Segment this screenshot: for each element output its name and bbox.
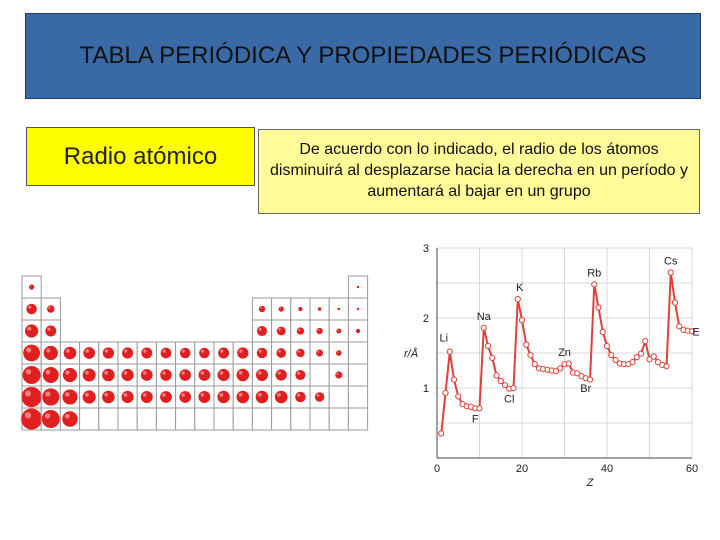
atom-highlight <box>124 393 128 397</box>
atom-highlight <box>181 393 185 397</box>
data-point <box>443 390 448 395</box>
element-label: Li <box>439 332 449 345</box>
data-point <box>519 318 524 323</box>
atom-highlight <box>162 393 166 397</box>
atom-highlight <box>298 329 300 331</box>
atom-highlight <box>65 414 70 419</box>
data-point <box>481 325 486 330</box>
atom-highlight <box>260 307 262 309</box>
element-cell <box>195 408 214 430</box>
atom-sphere <box>338 308 341 311</box>
atom-highlight <box>104 393 108 397</box>
atom-sphere <box>180 348 191 359</box>
element-cell <box>310 364 329 386</box>
atom-sphere <box>276 348 286 358</box>
data-point <box>609 353 614 358</box>
atom-sphere <box>44 346 58 360</box>
atom-highlight <box>278 371 281 374</box>
atom-highlight <box>220 371 224 375</box>
atom-highlight <box>220 393 224 397</box>
atom-highlight <box>47 327 50 330</box>
element-label: E <box>692 326 700 339</box>
atom-sphere <box>141 369 153 381</box>
y-tick-label: 3 <box>422 243 429 255</box>
atom-sphere <box>316 350 323 357</box>
atom-sphere <box>237 391 250 404</box>
topic-label-box <box>26 127 255 186</box>
element-cell <box>252 408 271 430</box>
atom-sphere <box>42 388 59 405</box>
data-point <box>664 364 669 369</box>
atom-sphere <box>296 349 304 357</box>
atom-highlight <box>201 371 205 375</box>
atom-highlight <box>105 349 108 352</box>
atom-highlight <box>278 350 281 353</box>
atom-highlight <box>298 350 301 353</box>
element-cell <box>310 408 329 430</box>
atom-highlight <box>337 329 339 331</box>
atom-highlight <box>239 371 243 375</box>
atom-highlight <box>28 306 31 309</box>
element-label: F <box>471 413 479 426</box>
atom-highlight <box>85 371 89 375</box>
element-label: Br <box>580 383 592 396</box>
atom-sphere <box>237 347 248 358</box>
atom-highlight <box>104 371 108 375</box>
atom-sphere <box>45 326 56 337</box>
element-label: Zn <box>558 347 571 360</box>
atom-sphere <box>199 348 210 359</box>
data-point <box>439 431 444 436</box>
atom-highlight <box>201 350 204 353</box>
element-label: Na <box>476 310 491 323</box>
data-point <box>447 349 452 354</box>
data-point <box>490 355 495 360</box>
atom-sphere <box>316 328 322 334</box>
atom-highlight <box>278 328 281 331</box>
atom-sphere <box>122 347 133 358</box>
slide-title: TABLA PERIÓDICA Y PROPIEDADES PERIÓDICAS <box>79 42 647 69</box>
x-tick-label: 0 <box>433 463 441 475</box>
atom-sphere <box>295 392 306 403</box>
atom-sphere <box>279 306 284 311</box>
atom-highlight <box>297 394 300 397</box>
atom-highlight <box>181 371 184 374</box>
data-point <box>643 339 648 344</box>
atom-highlight <box>66 349 70 353</box>
atom-highlight <box>46 370 51 375</box>
atomic-radius-chart <box>395 232 705 489</box>
atom-sphere <box>256 369 268 381</box>
atom-sphere <box>26 304 36 315</box>
atom-highlight <box>124 371 128 375</box>
atom-sphere <box>141 391 153 403</box>
element-cell <box>156 408 175 430</box>
atom-highlight <box>85 349 89 353</box>
atom-sphere <box>257 348 268 359</box>
atom-sphere <box>25 324 38 337</box>
atom-sphere <box>42 410 60 428</box>
atom-highlight <box>239 349 242 352</box>
atom-sphere <box>357 308 359 310</box>
atom-sphere <box>256 391 269 404</box>
atom-sphere <box>335 371 342 378</box>
atom-highlight <box>65 392 70 397</box>
element-cell <box>291 408 310 430</box>
y-tick-label: 1 <box>422 383 429 395</box>
data-point <box>511 385 516 390</box>
data-point <box>600 329 605 334</box>
atom-sphere <box>357 286 359 288</box>
element-label: K <box>516 282 524 295</box>
element-cell <box>176 408 195 430</box>
atom-highlight <box>162 371 165 374</box>
data-point <box>668 270 673 275</box>
atom-sphere <box>47 305 55 313</box>
element-cell <box>348 386 367 408</box>
description-text: De acuerdo con lo indicado, el radio de los átomos disminuirá al desplazarse hacia la derecha en un período y aumentará al bajar en un grupo <box>269 141 689 200</box>
atom-highlight <box>337 351 339 353</box>
data-point <box>604 343 609 348</box>
atom-sphere <box>141 348 152 359</box>
element-cell <box>348 342 367 364</box>
x-tick-label: 20 <box>515 463 529 475</box>
atom-highlight <box>30 285 32 287</box>
atom-highlight <box>48 307 50 309</box>
atom-highlight <box>27 327 31 331</box>
data-point <box>596 305 601 310</box>
atom-highlight <box>318 329 320 331</box>
atom-highlight <box>317 351 319 353</box>
atom-sphere <box>199 369 211 381</box>
data-point <box>592 282 597 287</box>
atom-sphere <box>318 307 322 311</box>
data-point <box>451 377 456 382</box>
data-point <box>558 366 563 371</box>
x-axis-label: Z <box>586 477 594 489</box>
atom-sphere <box>336 328 341 333</box>
atom-sphere <box>198 391 210 403</box>
data-point <box>524 342 529 347</box>
atom-highlight <box>163 350 166 353</box>
element-cell <box>118 408 137 430</box>
element-cell <box>214 408 233 430</box>
atom-highlight <box>46 348 50 352</box>
y-tick-label: 2 <box>422 313 429 325</box>
atom-sphere <box>161 348 172 359</box>
atom-sphere <box>297 327 304 334</box>
atom-highlight <box>65 370 69 374</box>
atom-highlight <box>279 307 281 309</box>
atom-sphere <box>102 369 115 382</box>
atom-sphere <box>218 348 229 359</box>
atom-sphere <box>103 347 114 358</box>
data-point <box>456 394 461 399</box>
atom-highlight <box>25 412 31 418</box>
element-label: Cl <box>504 393 515 406</box>
element-cell <box>80 408 99 430</box>
data-point <box>672 300 677 305</box>
atom-sphere <box>276 369 287 380</box>
atom-sphere <box>277 327 286 336</box>
atom-sphere <box>160 369 172 381</box>
atom-sphere <box>22 387 42 407</box>
atom-sphere <box>122 391 134 403</box>
atom-sphere <box>257 326 267 336</box>
topic-label: Radio atómico <box>63 142 218 170</box>
atom-sphere <box>356 329 360 333</box>
atom-highlight <box>201 393 205 397</box>
element-cell <box>137 408 156 430</box>
atom-highlight <box>258 393 262 397</box>
atom-highlight <box>143 371 147 375</box>
atom-sphere <box>21 409 42 430</box>
atom-highlight <box>85 393 89 397</box>
atom-sphere <box>63 368 77 382</box>
atom-sphere <box>64 347 77 360</box>
atom-sphere <box>160 391 172 403</box>
element-cell <box>348 408 367 430</box>
atom-sphere <box>217 391 229 403</box>
atom-sphere <box>29 284 34 289</box>
atom-highlight <box>26 369 31 374</box>
atom-highlight <box>182 350 185 353</box>
data-point <box>528 353 533 358</box>
data-point <box>630 360 635 365</box>
atom-highlight <box>317 394 320 397</box>
data-point <box>532 362 537 367</box>
description-box <box>258 129 700 214</box>
atom-sphere <box>83 390 96 403</box>
data-point <box>566 361 571 366</box>
atom-sphere <box>237 369 250 382</box>
element-label: Rb <box>587 267 602 280</box>
atom-sphere <box>298 307 302 311</box>
atom-highlight <box>124 349 127 352</box>
atom-sphere <box>23 366 41 384</box>
data-point <box>587 377 592 382</box>
atom-sphere <box>23 345 40 362</box>
element-cell <box>233 408 252 430</box>
data-point <box>638 351 643 356</box>
atom-highlight <box>297 372 300 375</box>
atom-sphere <box>295 370 305 380</box>
atom-sphere <box>336 350 342 356</box>
data-point <box>515 297 520 302</box>
data-point <box>651 354 656 359</box>
atom-sphere <box>179 391 191 403</box>
element-cell <box>329 386 348 408</box>
element-cell <box>329 408 348 430</box>
atom-highlight <box>143 393 147 397</box>
element-cell <box>348 364 367 386</box>
atom-sphere <box>83 368 96 381</box>
atom-highlight <box>258 371 262 375</box>
atom-highlight <box>277 393 281 397</box>
atom-sphere <box>62 411 78 427</box>
atom-highlight <box>336 373 338 375</box>
atom-sphere <box>275 391 288 404</box>
y-axis-label: r/Å <box>403 348 419 360</box>
atom-sphere <box>179 369 191 381</box>
atom-sphere <box>102 391 115 404</box>
atom-highlight <box>239 393 243 397</box>
data-point <box>485 343 490 348</box>
element-label: Cs <box>664 255 678 268</box>
atom-highlight <box>259 328 262 331</box>
data-point <box>494 373 499 378</box>
atom-sphere <box>122 369 134 381</box>
atom-highlight <box>220 349 223 352</box>
data-point <box>477 406 482 411</box>
atom-highlight <box>143 349 146 352</box>
atom-highlight <box>45 413 50 418</box>
slide-title-box <box>25 13 701 99</box>
x-tick-label: 40 <box>600 463 614 475</box>
element-cell <box>99 408 118 430</box>
atom-sphere <box>83 347 95 359</box>
atom-highlight <box>26 348 31 353</box>
data-point <box>498 378 503 383</box>
atom-sphere <box>315 392 324 401</box>
atom-highlight <box>45 391 50 396</box>
periodic-table-figure <box>20 274 370 434</box>
element-cell <box>272 408 291 430</box>
atom-sphere <box>218 369 230 381</box>
atom-highlight <box>259 350 262 353</box>
atom-sphere <box>259 306 265 312</box>
x-tick-label: 60 <box>685 463 699 475</box>
atom-sphere <box>43 367 59 383</box>
atom-sphere <box>62 389 77 404</box>
atom-highlight <box>25 390 31 396</box>
